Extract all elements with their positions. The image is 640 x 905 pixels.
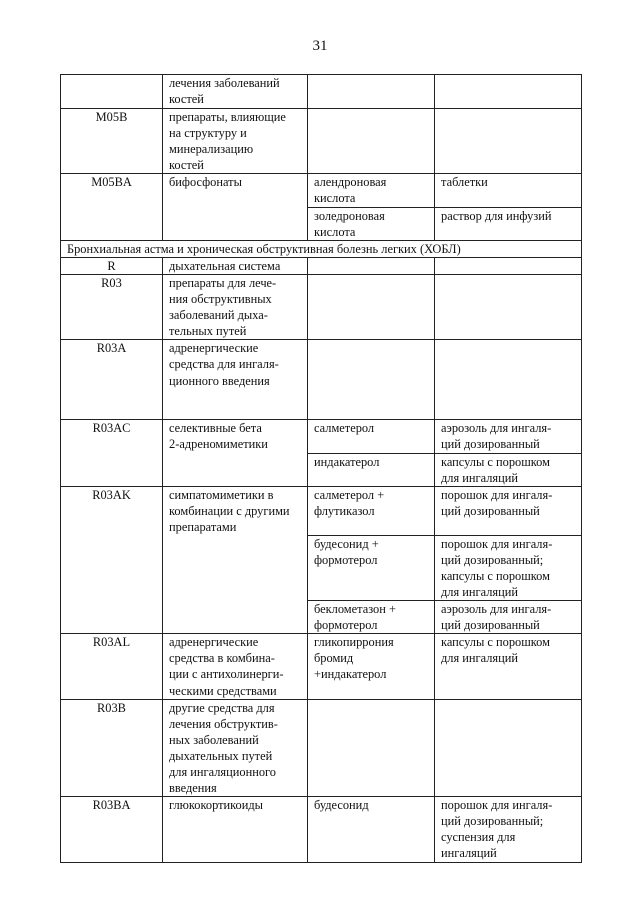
substance-cell [308, 699, 435, 797]
substance-cell: будесонид [308, 797, 435, 863]
substance-cell: будесонид + формотерол [308, 535, 435, 600]
dosage-form-cell: таблетки [435, 174, 582, 207]
table-row [61, 420, 582, 453]
atc-code-cell: M05B [61, 109, 163, 174]
table-row [61, 486, 582, 535]
substance-cell [308, 257, 435, 274]
table-row [61, 797, 582, 863]
group-cell: бифосфонаты [163, 174, 308, 240]
atc-code-cell: R [61, 257, 163, 274]
substance-cell [308, 274, 435, 339]
dosage-form-cell: капсулы с порошком для ингаляций [435, 634, 582, 699]
group-cell: препараты, влияющие на структуру и минерализацию костей [163, 109, 308, 174]
dosage-form-cell: капсулы с порошком для ингаляций [435, 453, 582, 486]
table-row [61, 274, 582, 339]
substance-cell: беклометазон + формотерол [308, 601, 435, 634]
substance-cell: салметерол + флутиказол [308, 486, 435, 535]
group-cell: селективные бета 2-адреномиметики [163, 420, 308, 486]
dosage-form-cell [435, 274, 582, 339]
substance-cell: золедроновая кислота [308, 207, 435, 240]
substance-cell: гликопиррония бромид +индакатерол [308, 634, 435, 699]
dosage-form-cell: раствор для инфузий [435, 207, 582, 240]
table-row [61, 75, 582, 109]
dosage-form-cell: порошок для ингаля- ций дозированный; суспензия для ингаляций [435, 797, 582, 863]
page-number: 31 [312, 38, 328, 54]
substance-cell: алендроновая кислота [308, 174, 435, 207]
group-cell: дыхательная система [163, 257, 308, 274]
atc-code-cell: R03BA [61, 797, 163, 863]
atc-code-cell: R03AC [61, 420, 163, 486]
dosage-form-cell [435, 75, 582, 109]
dosage-form-cell: порошок для ингаля- ций дозированный; капсулы с порошком для ингаляций [435, 535, 582, 600]
atc-code-cell: R03AL [61, 634, 163, 699]
group-cell: препараты для лече- ния обструктивных заболеваний дыха- тельных путей [163, 274, 308, 339]
table-row [61, 174, 582, 207]
atc-code-cell: R03AK [61, 486, 163, 634]
dosage-form-cell [435, 340, 582, 420]
table-row [61, 699, 582, 797]
dosage-form-cell: аэрозоль для ингаля- ций дозированный [435, 420, 582, 453]
substance-cell: салметерол [308, 420, 435, 453]
substance-cell: индакатерол [308, 453, 435, 486]
group-cell: глюкокортикоиды [163, 797, 308, 863]
group-cell: адренергические средства для ингаля- ционного введения [163, 340, 308, 420]
dosage-form-cell: порошок для ингаля- ций дозированный [435, 486, 582, 535]
atc-code-cell: R03A [61, 340, 163, 420]
group-cell: лечения заболеваний костей [163, 75, 308, 109]
dosage-form-cell: аэрозоль для ингаля- ций дозированный [435, 601, 582, 634]
table-row [61, 109, 582, 174]
section-title: Бронхиальная астма и хроническая обструктивная болезнь легких (ХОБЛ) [61, 240, 582, 257]
group-cell: другие средства для лечения обструктив- ных заболеваний дыхательных путей для ингаляционного введения [163, 699, 308, 797]
drug-classification-table [60, 74, 582, 863]
substance-cell [308, 109, 435, 174]
table-row [61, 257, 582, 274]
substance-cell [308, 75, 435, 109]
atc-code-cell: M05BA [61, 174, 163, 240]
group-cell: симпатомиметики в комбинации с другими препаратами [163, 486, 308, 634]
group-cell: адренергические средства в комбина- ции с антихолинерги- ческими средствами [163, 634, 308, 699]
atc-code-cell: R03B [61, 699, 163, 797]
atc-code-cell [61, 75, 163, 109]
dosage-form-cell [435, 257, 582, 274]
section-header-row [61, 240, 582, 257]
dosage-form-cell [435, 699, 582, 797]
table-row [61, 634, 582, 699]
substance-cell [308, 340, 435, 420]
table-row [61, 340, 582, 420]
atc-code-cell: R03 [61, 274, 163, 339]
dosage-form-cell [435, 109, 582, 174]
